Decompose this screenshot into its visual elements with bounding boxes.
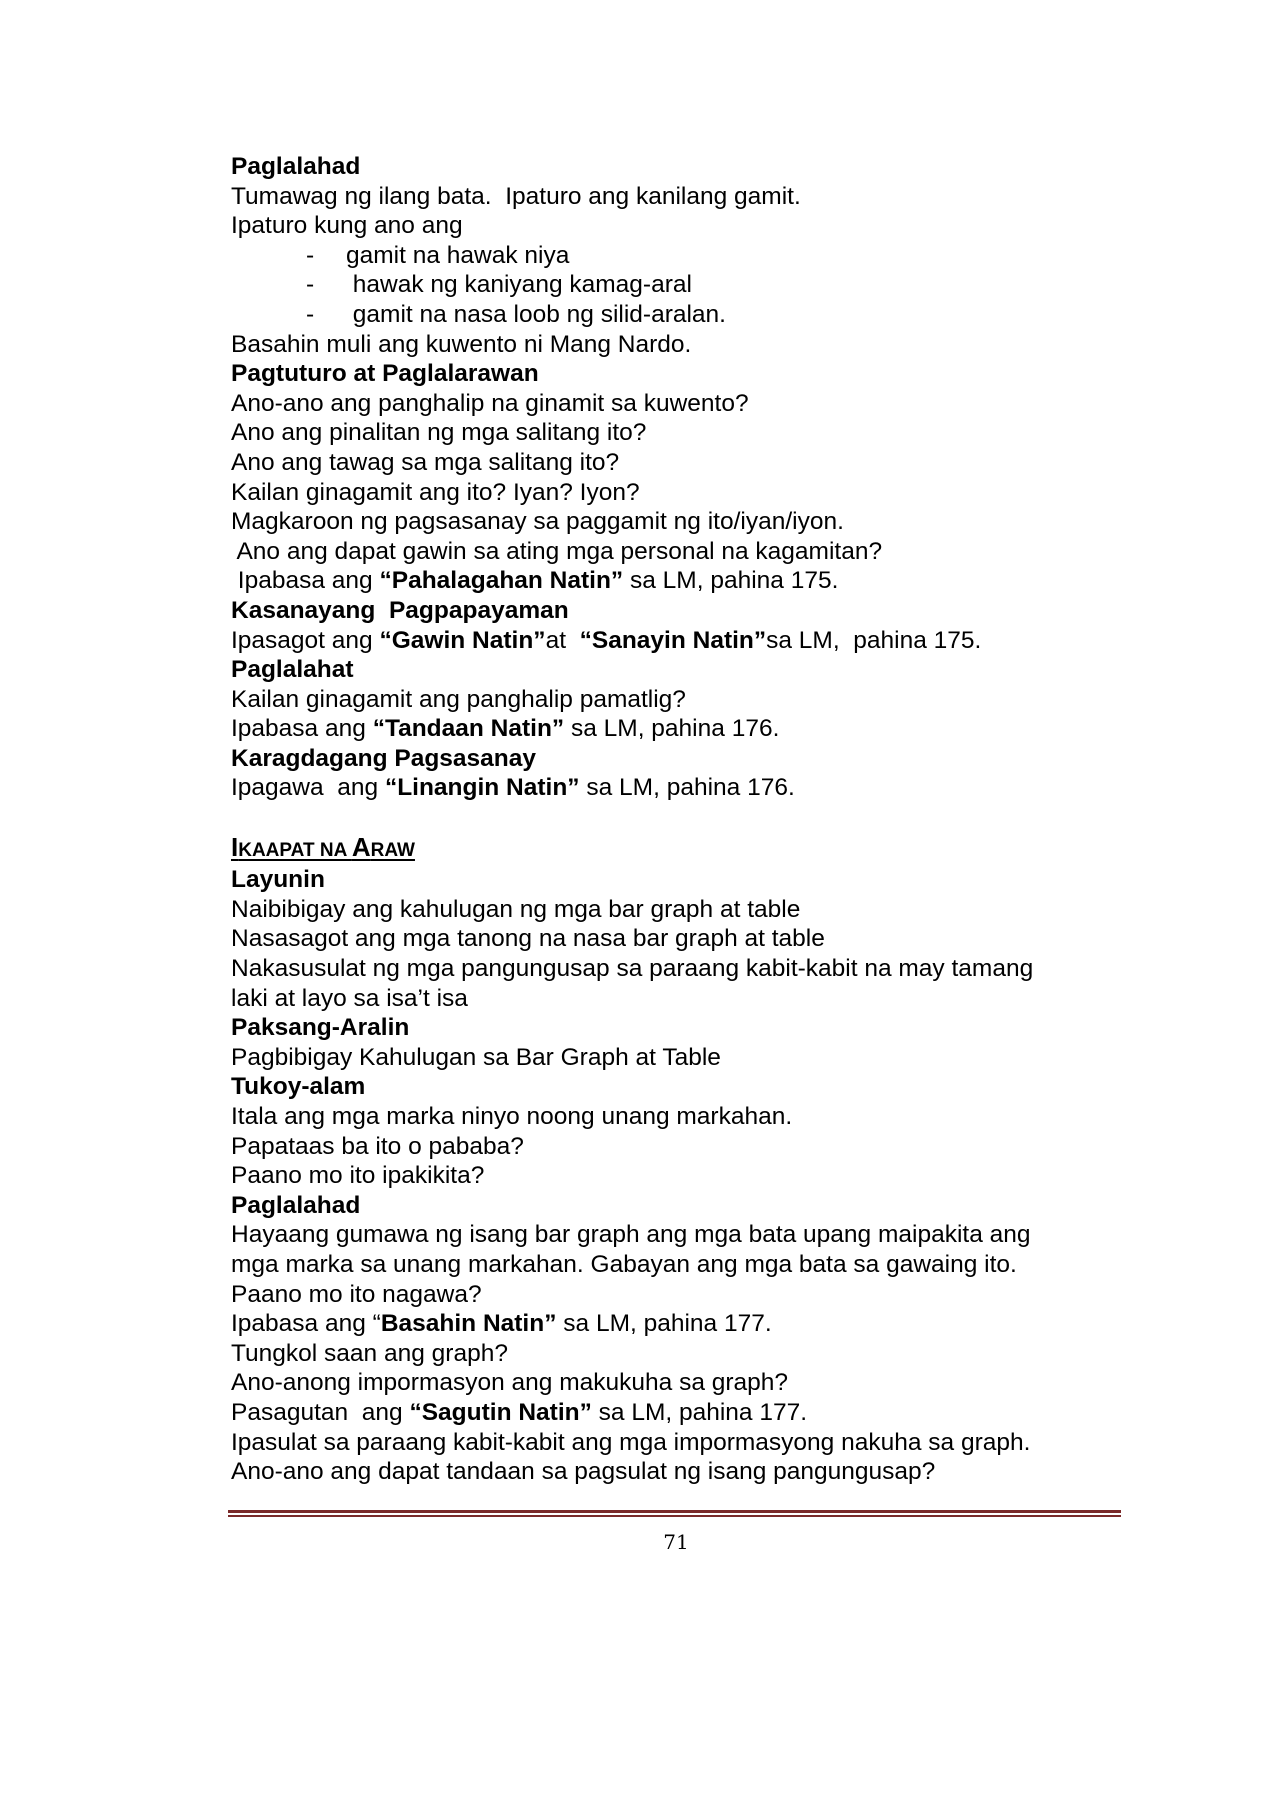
text-segment: sa LM, pahina 177.: [556, 1310, 772, 1338]
text-line: Pagbibigay Kahulugan sa Bar Graph at Table: [231, 1043, 721, 1071]
text-line: [231, 773, 1131, 803]
text-segment: Ipagawa ang: [231, 774, 385, 802]
text-line: Kailan ginagamit ang panghalip pamatlig?: [231, 685, 686, 713]
heading-paglalahad-2: Paglalahad: [231, 1191, 361, 1219]
spacer: [231, 803, 1131, 833]
text-line: Tumawag ng ilang bata. Ipaturo ang kanilang gamit.: [231, 182, 801, 210]
list-item-text: gamit na nasa loob ng silid-aralan.: [346, 300, 726, 328]
bold-reference: Basahin Natin”: [380, 1310, 557, 1338]
list-item-text: gamit na hawak niya: [346, 241, 570, 269]
text-line: Kailan ginagamit ang ito? Iyan? Iyon?: [231, 478, 640, 506]
bold-reference: “Gawin Natin”: [379, 626, 546, 654]
heading-tukoy-alam: Tukoy-alam: [231, 1073, 366, 1101]
bold-reference: “Sagutin Natin”: [409, 1398, 592, 1426]
bold-reference: “Pahalagahan Natin”: [379, 567, 624, 595]
text-line: [231, 1309, 1131, 1339]
text-line: mga marka sa unang markahan. Gabayan ang mga bata sa gawaing ito.: [231, 1250, 1017, 1278]
text-line: Ipasulat sa paraang kabit-kabit ang mga impormasyong nakuha sa graph.: [231, 1428, 1031, 1456]
text-line: [231, 714, 1131, 744]
text-line: Ano ang dapat gawin sa ating mga personal na kagamitan?: [231, 537, 883, 565]
text-line: Paano mo ito nagawa?: [231, 1280, 482, 1308]
text-line: Nakasusulat ng mga pangungusap sa paraang kabit-kabit na may tamang: [231, 955, 1034, 983]
bold-reference: “Linangin Natin”: [384, 774, 580, 802]
bullet-dash: -: [306, 271, 315, 299]
heading-layunin: Layunin: [231, 866, 325, 894]
list-item: [231, 270, 1131, 300]
heading-karagdagang: Karagdagang Pagsasanay: [231, 744, 537, 772]
text-line: Basahin muli ang kuwento ni Mang Nardo.: [231, 330, 692, 358]
text-line: Ano-ano ang panghalip na ginamit sa kuwento?: [231, 389, 749, 417]
text-line: Magkaroon ng pagsasanay sa paggamit ng ito/iyan/iyon.: [231, 508, 844, 536]
text-segment: Ipasagot ang: [231, 626, 380, 654]
text-line: [231, 1398, 1131, 1428]
text-line: Ano ang pinalitan ng mga salitang ito?: [231, 419, 647, 447]
bullet-dash: -: [306, 241, 315, 269]
section-title: IKAAPAT NA ARAW: [231, 831, 415, 862]
footer-divider: [228, 1510, 1121, 1517]
text-line: laki at layo sa isa’t isa: [231, 984, 468, 1012]
heading-paglalahad: Paglalahad: [231, 153, 361, 180]
text-segment: sa LM, pahina 175.: [623, 567, 839, 595]
text-segment: Pasagutan ang: [231, 1398, 410, 1426]
text-segment: at: [545, 626, 580, 654]
text-line: Naibibigay ang kahulugan ng mga bar graph at table: [231, 895, 801, 923]
text-line: Tungkol saan ang graph?: [231, 1339, 508, 1367]
bold-reference: “Sanayin Natin”: [579, 626, 767, 654]
text-line: [231, 566, 1131, 596]
bullet-dash: -: [306, 300, 315, 328]
text-segment: sa LM, pahina 176.: [564, 715, 780, 743]
text-segment: sa LM, pahina 177.: [591, 1398, 808, 1426]
heading-paksang-aralin: Paksang-Aralin: [231, 1014, 410, 1042]
text-line: Ano-anong impormasyon ang makukuha sa graph?: [231, 1369, 789, 1397]
text-line: Ano-ano ang dapat tandaan sa pagsulat ng isang pangungusap?: [231, 1458, 936, 1486]
text-segment: sa LM, pahina 176.: [579, 774, 795, 802]
text-segment: Ipabasa ang: [231, 715, 373, 743]
text-line: Paano mo ito ipakikita?: [231, 1162, 485, 1190]
text-line: Hayaang gumawa ng isang bar graph ang mga bata upang maipakita ang: [231, 1221, 1031, 1249]
text-segment: Ipabasa ang: [231, 567, 380, 595]
bold-reference: “Tandaan Natin”: [372, 715, 565, 743]
text-line: [231, 626, 1131, 656]
document-body: [231, 152, 1131, 1487]
text-segment: Ipabasa ang “: [231, 1310, 381, 1338]
text-line: Nasasagot ang mga tanong na nasa bar graph at table: [231, 925, 825, 953]
heading-pagtuturo: Pagtuturo at Paglalarawan: [231, 360, 539, 388]
text-line: Ipaturo kung ano ang: [231, 212, 463, 240]
text-line: Papataas ba ito o pababa?: [231, 1132, 524, 1160]
text-line: Ano ang tawag sa mga salitang ito?: [231, 448, 620, 476]
text-segment: sa LM, pahina 175.: [766, 626, 982, 654]
list-item: [231, 300, 1131, 330]
heading-paglalahat: Paglalahat: [231, 656, 354, 684]
text-line: Itala ang mga marka ninyo noong unang markahan.: [231, 1103, 793, 1130]
heading-kasanayang: Kasanayang Pagpapayaman: [231, 596, 569, 624]
page-number: 71: [663, 1530, 689, 1554]
list-item: [231, 241, 1131, 271]
list-item-text: hawak ng kaniyang kamag-aral: [346, 271, 692, 299]
